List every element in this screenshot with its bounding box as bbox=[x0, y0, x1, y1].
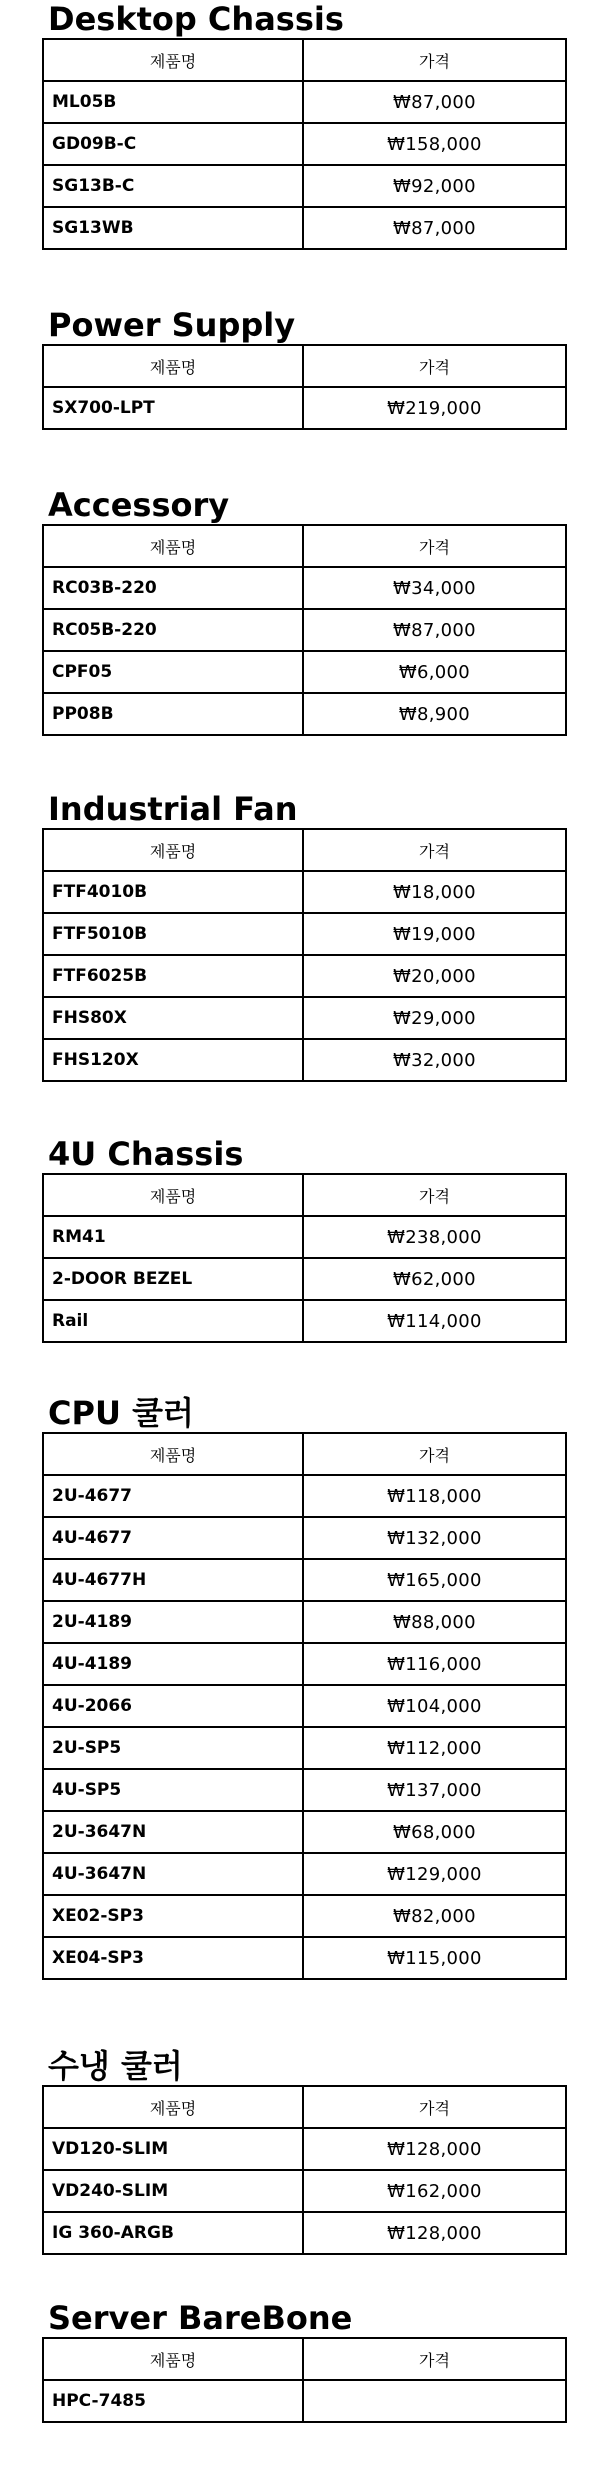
product-name: 2-DOOR BEZEL bbox=[43, 1258, 303, 1300]
product-name: 4U-4189 bbox=[43, 1643, 303, 1685]
product-price: ₩8,900 bbox=[303, 693, 566, 735]
table-row bbox=[43, 913, 566, 955]
product-price: ₩68,000 bbox=[303, 1811, 566, 1853]
product-price: ₩29,000 bbox=[303, 997, 566, 1039]
product-name: 4U-4677H bbox=[43, 1559, 303, 1601]
product-name: GD09B-C bbox=[43, 123, 303, 165]
product-price: ₩87,000 bbox=[303, 81, 566, 123]
product-price: ₩87,000 bbox=[303, 207, 566, 249]
product-price: ₩118,000 bbox=[303, 1475, 566, 1517]
product-name: VD120-SLIM bbox=[43, 2128, 303, 2170]
product-name: 2U-4677 bbox=[43, 1475, 303, 1517]
section-title: 4U Chassis bbox=[48, 1135, 244, 1173]
product-price: ₩114,000 bbox=[303, 1300, 566, 1342]
price-table bbox=[42, 2085, 567, 2255]
table-row bbox=[43, 1811, 566, 1853]
section-title: Power Supply bbox=[48, 306, 296, 344]
table-row bbox=[43, 1300, 566, 1342]
table-row bbox=[43, 165, 566, 207]
price-table bbox=[42, 524, 567, 736]
product-price: ₩128,000 bbox=[303, 2212, 566, 2254]
table-header-row bbox=[43, 829, 566, 871]
price-table bbox=[42, 1173, 567, 1343]
table-header-row bbox=[43, 1433, 566, 1475]
column-header-price: 가격 bbox=[303, 2086, 566, 2128]
column-header-product: 제품명 bbox=[43, 2086, 303, 2128]
product-price: ₩34,000 bbox=[303, 567, 566, 609]
table-row bbox=[43, 567, 566, 609]
product-name: VD240-SLIM bbox=[43, 2170, 303, 2212]
product-price: ₩219,000 bbox=[303, 387, 566, 429]
table-row bbox=[43, 955, 566, 997]
product-price: ₩19,000 bbox=[303, 913, 566, 955]
product-name: SG13WB bbox=[43, 207, 303, 249]
column-header-product: 제품명 bbox=[43, 829, 303, 871]
table-row bbox=[43, 387, 566, 429]
column-header-product: 제품명 bbox=[43, 1433, 303, 1475]
table-row bbox=[43, 1517, 566, 1559]
column-header-price: 가격 bbox=[303, 1433, 566, 1475]
column-header-price: 가격 bbox=[303, 2338, 566, 2380]
product-name: FHS80X bbox=[43, 997, 303, 1039]
product-name: SX700-LPT bbox=[43, 387, 303, 429]
column-header-product: 제품명 bbox=[43, 1174, 303, 1216]
product-price: ₩129,000 bbox=[303, 1853, 566, 1895]
section-power-supply bbox=[42, 306, 565, 430]
table-row bbox=[43, 123, 566, 165]
product-price bbox=[303, 2380, 566, 2422]
table-row bbox=[43, 207, 566, 249]
table-row bbox=[43, 1643, 566, 1685]
section-title: Server BareBone bbox=[48, 2299, 353, 2337]
product-name: FTF5010B bbox=[43, 913, 303, 955]
product-price: ₩62,000 bbox=[303, 1258, 566, 1300]
table-row bbox=[43, 1769, 566, 1811]
product-price: ₩128,000 bbox=[303, 2128, 566, 2170]
table-row bbox=[43, 1601, 566, 1643]
product-price: ₩158,000 bbox=[303, 123, 566, 165]
table-header-row bbox=[43, 525, 566, 567]
table-row bbox=[43, 1559, 566, 1601]
product-name: CPF05 bbox=[43, 651, 303, 693]
table-row bbox=[43, 693, 566, 735]
table-row bbox=[43, 1216, 566, 1258]
product-name: 4U-SP5 bbox=[43, 1769, 303, 1811]
product-price: ₩115,000 bbox=[303, 1937, 566, 1979]
column-header-price: 가격 bbox=[303, 829, 566, 871]
product-name: PP08B bbox=[43, 693, 303, 735]
product-name: 4U-2066 bbox=[43, 1685, 303, 1727]
table-row bbox=[43, 871, 566, 913]
table-header-row bbox=[43, 2338, 566, 2380]
column-header-product: 제품명 bbox=[43, 2338, 303, 2380]
column-header-price: 가격 bbox=[303, 1174, 566, 1216]
column-header-product: 제품명 bbox=[43, 39, 303, 81]
product-name: ML05B bbox=[43, 81, 303, 123]
table-row bbox=[43, 2128, 566, 2170]
product-name: FTF6025B bbox=[43, 955, 303, 997]
product-price: ₩82,000 bbox=[303, 1895, 566, 1937]
table-row bbox=[43, 1895, 566, 1937]
table-row bbox=[43, 1475, 566, 1517]
table-row bbox=[43, 1039, 566, 1081]
section-수냉-쿨러 bbox=[42, 2047, 565, 2255]
price-table bbox=[42, 1432, 567, 1980]
table-row bbox=[43, 1258, 566, 1300]
product-name: RC05B-220 bbox=[43, 609, 303, 651]
section-title: Accessory bbox=[48, 486, 230, 524]
section-4u-chassis bbox=[42, 1135, 565, 1343]
product-name: SG13B-C bbox=[43, 165, 303, 207]
price-table bbox=[42, 828, 567, 1082]
table-header-row bbox=[43, 2086, 566, 2128]
section-industrial-fan bbox=[42, 790, 565, 1082]
product-price: ₩165,000 bbox=[303, 1559, 566, 1601]
column-header-price: 가격 bbox=[303, 345, 566, 387]
table-row bbox=[43, 997, 566, 1039]
table-row bbox=[43, 81, 566, 123]
product-price: ₩88,000 bbox=[303, 1601, 566, 1643]
table-row bbox=[43, 1853, 566, 1895]
product-price: ₩20,000 bbox=[303, 955, 566, 997]
section-accessory bbox=[42, 486, 565, 736]
section-cpu-쿨러 bbox=[42, 1394, 565, 1980]
column-header-product: 제품명 bbox=[43, 345, 303, 387]
product-price: ₩238,000 bbox=[303, 1216, 566, 1258]
table-header-row bbox=[43, 345, 566, 387]
product-name: 2U-SP5 bbox=[43, 1727, 303, 1769]
section-title: 수냉 쿨러 bbox=[48, 2047, 183, 2085]
table-row bbox=[43, 1685, 566, 1727]
product-price: ₩137,000 bbox=[303, 1769, 566, 1811]
product-name: 4U-4677 bbox=[43, 1517, 303, 1559]
column-header-price: 가격 bbox=[303, 525, 566, 567]
product-name: 2U-4189 bbox=[43, 1601, 303, 1643]
product-price: ₩6,000 bbox=[303, 651, 566, 693]
product-price: ₩132,000 bbox=[303, 1517, 566, 1559]
product-name: FHS120X bbox=[43, 1039, 303, 1081]
table-row bbox=[43, 651, 566, 693]
product-name: HPC-7485 bbox=[43, 2380, 303, 2422]
product-price: ₩18,000 bbox=[303, 871, 566, 913]
column-header-product: 제품명 bbox=[43, 525, 303, 567]
table-row bbox=[43, 2380, 566, 2422]
column-header-price: 가격 bbox=[303, 39, 566, 81]
product-name: FTF4010B bbox=[43, 871, 303, 913]
section-title: Desktop Chassis bbox=[48, 0, 344, 38]
table-row bbox=[43, 609, 566, 651]
product-price: ₩87,000 bbox=[303, 609, 566, 651]
product-price: ₩162,000 bbox=[303, 2170, 566, 2212]
product-price: ₩116,000 bbox=[303, 1643, 566, 1685]
price-table bbox=[42, 38, 567, 250]
product-price: ₩92,000 bbox=[303, 165, 566, 207]
product-price: ₩112,000 bbox=[303, 1727, 566, 1769]
product-name: XE04-SP3 bbox=[43, 1937, 303, 1979]
price-table bbox=[42, 344, 567, 430]
table-header-row bbox=[43, 39, 566, 81]
table-header-row bbox=[43, 1174, 566, 1216]
product-name: IG 360-ARGB bbox=[43, 2212, 303, 2254]
price-table bbox=[42, 2337, 567, 2423]
product-price: ₩104,000 bbox=[303, 1685, 566, 1727]
table-row bbox=[43, 2170, 566, 2212]
product-name: RM41 bbox=[43, 1216, 303, 1258]
product-name: Rail bbox=[43, 1300, 303, 1342]
product-name: XE02-SP3 bbox=[43, 1895, 303, 1937]
product-name: 4U-3647N bbox=[43, 1853, 303, 1895]
section-title: CPU 쿨러 bbox=[48, 1394, 194, 1432]
section-title: Industrial Fan bbox=[48, 790, 298, 828]
table-row bbox=[43, 1937, 566, 1979]
product-price: ₩32,000 bbox=[303, 1039, 566, 1081]
product-name: RC03B-220 bbox=[43, 567, 303, 609]
section-desktop-chassis bbox=[42, 0, 565, 250]
section-server-barebone bbox=[42, 2299, 565, 2423]
product-name: 2U-3647N bbox=[43, 1811, 303, 1853]
table-row bbox=[43, 2212, 566, 2254]
table-row bbox=[43, 1727, 566, 1769]
